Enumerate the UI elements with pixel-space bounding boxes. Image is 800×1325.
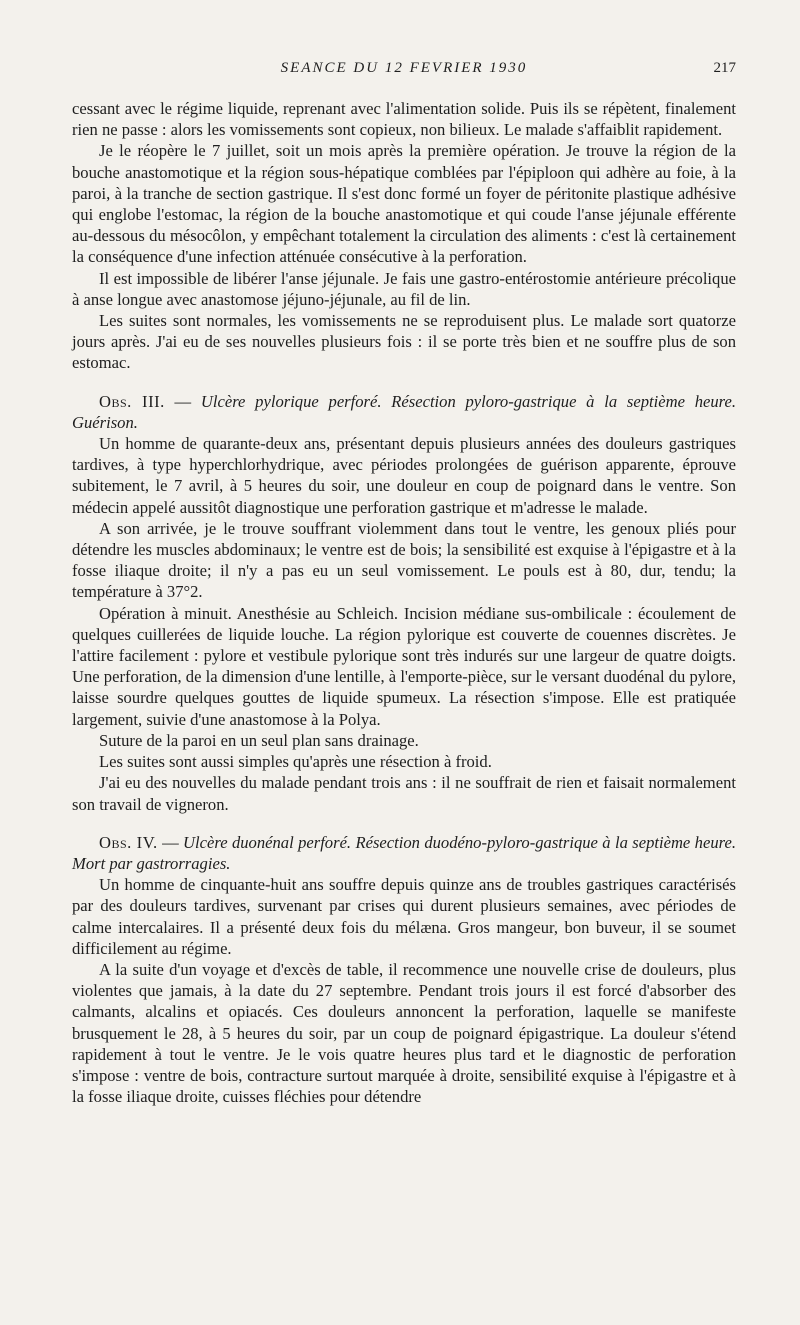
paragraph: Un homme de cinquante-huit ans souffre depuis quinze ans de troubles gastriques caractérisés par des douleurs tardives, survenant par crises qui durent plusieurs semaines, avec périodes de calme intercalaires. Il a présenté deux fois du mélæna. Gros mangeur, bon buveur, il se soumet difficilement au régime. — [72, 875, 736, 958]
observation-dash: — — [157, 832, 184, 852]
observation-label: Obs. III. — [99, 391, 165, 411]
observation-title: Ulcère duonénal perforé. Résection duodéno-pyloro-gastrique à la septième heure. Mort par gastrorragies. — [72, 832, 736, 873]
running-title: SEANCE DU 12 FEVRIER 1930 — [280, 60, 528, 76]
paragraph: A son arrivée, je le trouve souffrant violemment dans tout le ventre, les genoux pliés pour détendre les muscles abdominaux; le ventre est de bois; la sensibilité est exquise à l'épigastre et à la fosse iliaque droite; il n'y a pas eu un seul vomissement. Le pouls est à 80, dur, tendu; la température à 37°2. — [72, 518, 736, 602]
paragraph: Suture de la paroi en un seul plan sans drainage. — [99, 730, 419, 750]
paragraph: J'ai eu des nouvelles du malade pendant trois ans : il ne souffrait de rien et faisait normalement son travail de vigneron. — [72, 773, 736, 814]
paragraph: Les suites sont normales, les vomissements ne se reproduisent plus. Le malade sort quatorze jours après. J'ai eu de ses nouvelles plusieurs fois : il se porte très bien et ne souffre plus de son estomac. — [72, 311, 736, 373]
observation-title: Ulcère pylorique perforé. Résection pyloro-gastrique à la septième heure. Guérison. — [72, 391, 737, 432]
paragraph: cessant avec le régime liquide, reprenant avec l'alimentation solide. Puis ils se répètent, finalement rien ne passe : alors les vomissements sont copieux, non bilieux. Le malade s'affaiblit rapidement. — [72, 99, 736, 140]
page-number: 217 — [713, 60, 736, 76]
article-body — [72, 98, 736, 1107]
paragraph: Je le réopère le 7 juillet, soit un mois après la première opération. Je trouve la région de la bouche anastomotique et la région sous-hépatique comblées par l'épiploon qui adhère au foie, à la paroi, à la tranche de section gastrique. Il s'est donc formé un foyer de péritonite plastique adhésive qui englobe l'estomac, la région de la bouche anastomotique et qui coude l'anse jéjunale efférente au-dessous du mésocôlon, y empêchant totalement la circulation des aliments : c'est là certainement la conséquence d'une infection atténuée consécutive à la perforation. — [72, 141, 736, 267]
paragraph: Opération à minuit. Anesthésie au Schleich. Incision médiane sus-ombilicale : écoulement de quelques cuillerées de liquide louche. La région pylorique est couverte de couennes discrètes. Je l'attire facilement : pylore et vestibule pylorique sont très indurés sur une largeur de quatre doigts. Une perforation, de la dimension d'une lentille, à l'emporte-pièce, sur le versant duodénal du pylore, laisse sourdre quelques gouttes de liquide spumeux. La résection s'impose. Elle est pratiquée largement, suivie d'une anastomose à la Polya. — [72, 603, 736, 729]
paragraph: Un homme de quarante-deux ans, présentant depuis plusieurs années des douleurs gastriques tardives, à type hyperchlorhydrique, avec périodes prolongées de guérison apparente, éprouve subitement, le 7 avril, à 5 heures du soir, une douleur en coup de poignard dans le ventre. Son médecin appelé aussitôt diagnostique une perforation gastrique et m'adresse le malade. — [72, 434, 736, 517]
observation-dash: — — [164, 391, 201, 411]
observation-heading — [72, 391, 736, 433]
paragraph: A la suite d'un voyage et d'excès de table, il recommence une nouvelle crise de douleurs, plus violentes que jamais, à la date du 27 septembre. Pendant trois jours il est forcé d'absorber des calmants, alcalins et opiacés. Ces douleurs annoncent la perforation, laquelle se manifeste brusquement le 28, à 5 heures du soir, par un coup de poignard épigastrique. La douleur s'étend rapidement à tout le ventre. Je le vois quatre heures plus tard et le diagnostic de perforation s'impose : ventre de bois, contracture surtout marquée à droite, sensibilité exquise à l'épigastre et à la fosse iliaque droite, cuisses fléchies pour détendre — [72, 959, 736, 1107]
observation-heading — [72, 832, 736, 874]
paragraph: Les suites sont aussi simples qu'après une résection à froid. — [99, 752, 492, 772]
page-header — [72, 60, 736, 82]
observation-label: Obs. IV. — [99, 832, 158, 852]
paragraph: Il est impossible de libérer l'anse jéjunale. Je fais une gastro-entérostomie antérieure précolique à anse longue avec anastomose jéjuno-jéjunale, au fil de lin. — [72, 268, 736, 309]
